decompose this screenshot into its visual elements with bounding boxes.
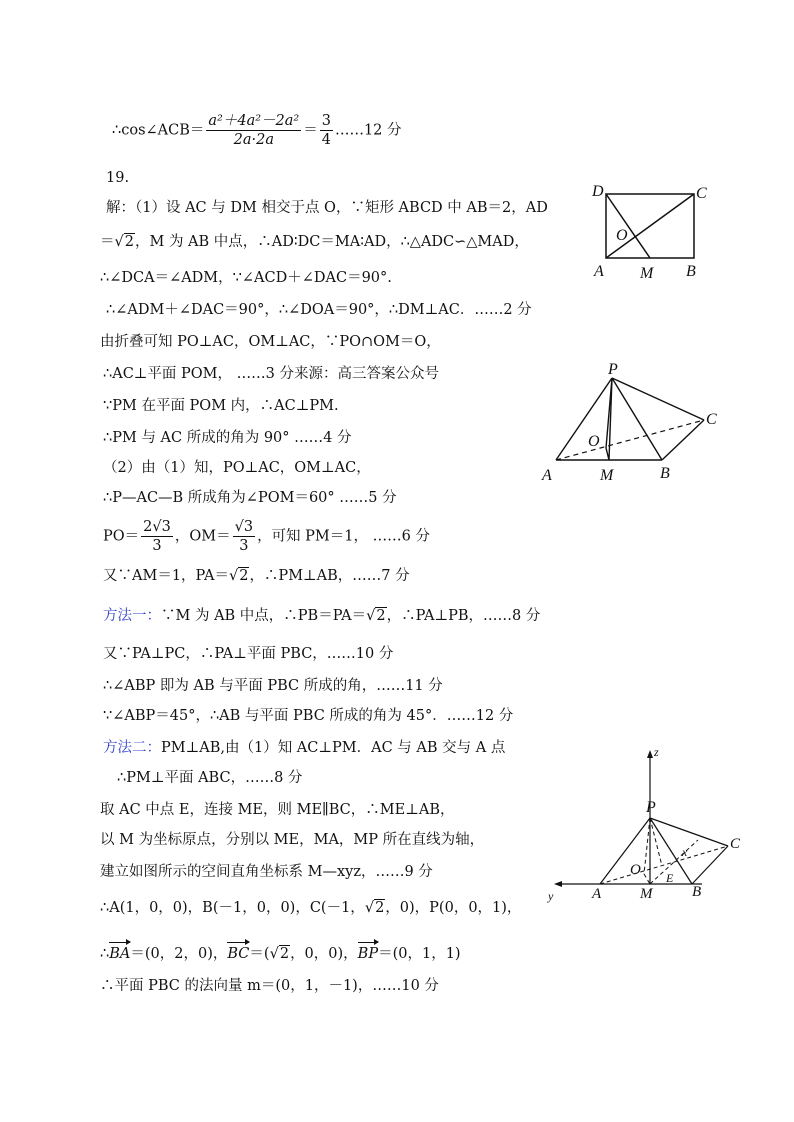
y-arrow	[554, 881, 562, 887]
m1-a: ∵M 为 AB 中点，∴PB＝PA＝	[161, 608, 367, 624]
label-a: A	[542, 467, 552, 484]
l12-b: ，∴PM⊥AB，……7 分	[249, 568, 410, 584]
l12-sqrt: √2	[228, 568, 249, 584]
solution-line-8: ∴PM 与 AC 所成的角为 90° ……4 分	[103, 430, 352, 446]
l22-a: ∴A(1，0，0)，B(－1，0，0)，C(－1，	[100, 900, 365, 916]
solution-line-4: ∴∠ADM＋∠DAC＝90°，∴∠DOA＝90°，∴DM⊥AC．……2 分	[106, 302, 532, 318]
solution-line-1: 解：（1）设 AC 与 DM 相交于点 O，∵矩形 ABCD 中 AB＝2，AD	[106, 200, 548, 216]
l11-om: ，OM＝	[174, 528, 231, 545]
cos-fraction-den: 2a·2a	[233, 132, 274, 148]
l2-sqrt-rad: 2	[124, 234, 134, 250]
solution-line-20: 以 M 为坐标原点，分别以 ME，MA，MP 所在直线为轴，	[100, 832, 485, 848]
v2-sqrt-rad: 2	[279, 946, 290, 962]
l2-eq: ＝	[100, 234, 115, 250]
l11-po: PO＝	[103, 528, 140, 545]
label-c: C	[696, 185, 707, 202]
om-fraction	[233, 518, 255, 555]
solution-line-2	[100, 232, 529, 252]
m1-sqrt-rad: 2	[376, 608, 386, 624]
l2-rest: ，M 为 AB 中点，∴AD∶DC＝MA∶AD，∴△ADC∽△MAD，	[134, 234, 529, 250]
solution-line-18: ∴PM⊥平面 ABC，……8 分	[117, 770, 303, 786]
figure-pyramid	[536, 362, 726, 486]
cos-eq: ＝	[303, 122, 318, 139]
figure-rectangle	[588, 176, 712, 288]
vector-bc-b: ，0，0)，	[290, 946, 358, 962]
l22-sqrt-rad: 2	[375, 900, 385, 916]
solution-line-16: ∵∠ABP＝45°，∴AB 与平面 PBC 所成的角为 45°．……12 分	[103, 708, 514, 724]
label-b: B	[660, 465, 670, 482]
label-m: M	[640, 886, 653, 902]
vector-bp: BP	[357, 946, 379, 962]
edge-ac-hidden	[556, 420, 704, 460]
label-z: z	[654, 745, 659, 759]
segment-dm	[606, 194, 650, 258]
cos-value	[320, 112, 333, 149]
po-fraction-num: 2√3	[143, 519, 171, 535]
label-x: x	[682, 845, 688, 859]
solution-line-9: （2）由（1）知，PO⊥AC，OM⊥AC，	[103, 460, 371, 476]
l12-sqrt-rad: 2	[239, 568, 249, 584]
label-e: E	[666, 871, 674, 885]
label-o: O	[630, 862, 641, 878]
m2-a: PM⊥AB,由（1）知 AC⊥PM．AC 与 AB 交与 A 点	[161, 740, 506, 756]
vector-ba: BA	[109, 946, 131, 962]
vector-bc-a: ＝(	[249, 946, 270, 962]
label-o: O	[616, 227, 628, 244]
diagonal-ac	[606, 194, 694, 258]
cos-value-num: 3	[321, 113, 331, 129]
label-b: B	[686, 263, 696, 280]
label-a: A	[594, 263, 604, 280]
solution-line-3: ∴∠DCA＝∠ADM，∵∠ACD＋∠DAC＝90°.	[100, 270, 392, 286]
method-one-line	[103, 606, 540, 626]
solution-line-6: ∴AC⊥平面 POM， ……3 分来源：高三答案公众号	[103, 366, 439, 382]
edge-bc	[662, 420, 704, 460]
vector-bp-value: ＝(0，1，1)	[378, 946, 461, 962]
solution-line-7: ∵PM 在平面 POM 内，∴AC⊥PM.	[103, 398, 339, 414]
v2-sqrt: √2	[269, 946, 290, 962]
l2-sqrt: √2	[114, 234, 134, 250]
label-c: C	[730, 836, 741, 852]
solution-line-14: 又∵PA⊥PC，∴PA⊥平面 PBC，……10 分	[103, 646, 394, 662]
cos-fraction	[206, 112, 301, 149]
cos-prefix: ∴cos∠ACB＝	[112, 122, 205, 139]
m1-sqrt: √2	[366, 608, 386, 624]
po-fraction-den: 3	[152, 538, 162, 554]
cos-line	[112, 112, 402, 149]
om-fraction-num: √3	[234, 519, 254, 535]
po-fraction	[141, 518, 173, 555]
question-number: 19.	[106, 170, 130, 186]
solution-line-10: ∴P—AC—B 所成角为∠POM＝60° ……5 分	[103, 490, 397, 506]
segment-po	[644, 818, 650, 874]
edge-pa	[600, 818, 650, 884]
label-o: O	[588, 433, 600, 450]
edge-ac-hidden	[600, 846, 728, 884]
vector-ba-value: ＝(0，2，0)，	[130, 946, 228, 962]
figure-coordinates	[540, 742, 750, 906]
segment-pe	[650, 818, 662, 866]
l12-a: 又∵AM＝1，PA＝	[103, 568, 229, 584]
solution-line-19: 取 AC 中点 E，连接 ME，则 ME∥BC，∴ME⊥AB，	[100, 802, 455, 818]
solution-line-21: 建立如图所示的空间直角坐标系 M—xyz，……9 分	[100, 864, 433, 880]
solution-line-24: ∴平面 PBC 的法向量 m＝(0，1，－1)，……10 分	[100, 978, 439, 994]
z-arrow	[647, 750, 653, 758]
solution-line-11	[103, 518, 430, 555]
solution-line-5: 由折叠可知 PO⊥AC，OM⊥AC，∵PO∩OM＝O，	[100, 334, 441, 350]
label-c: C	[706, 411, 717, 428]
label-p: P	[608, 362, 618, 378]
l11-rest: ，可知 PM＝1， ……6 分	[257, 528, 430, 545]
method-two-label: 方法二：	[103, 740, 161, 756]
edge-pb	[612, 378, 662, 460]
solution-line-15: ∴∠ABP 即为 AB 与平面 PBC 所成的角，……11 分	[103, 678, 443, 694]
solution-line-22	[100, 898, 521, 918]
vector-line	[100, 944, 461, 964]
l22-b: ，0)，P(0，0，1)，	[385, 900, 522, 916]
method-two-line	[103, 738, 505, 758]
edge-pc	[650, 818, 728, 846]
label-m: M	[600, 467, 614, 484]
label-b: B	[692, 884, 702, 900]
label-d: D	[592, 183, 604, 200]
method-one-label: 方法一：	[103, 608, 161, 624]
label-a: A	[592, 886, 602, 902]
m1-b: ，∴PA⊥PB，……8 分	[386, 608, 541, 624]
vector-bc: BC	[227, 946, 250, 962]
om-fraction-den: 3	[239, 538, 249, 554]
cos-fraction-num: a²＋4a²－2a²	[208, 113, 300, 129]
label-p: P	[646, 799, 656, 816]
segment-om	[644, 874, 650, 884]
edge-pc	[612, 378, 704, 420]
vector-prefix: ∴	[100, 946, 110, 962]
cos-value-den: 4	[321, 132, 331, 148]
solution-line-12	[103, 566, 410, 586]
cos-score: ……12 分	[334, 122, 402, 139]
l22-sqrt: √2	[364, 900, 385, 916]
label-y: y	[548, 889, 554, 903]
label-m: M	[640, 265, 654, 282]
